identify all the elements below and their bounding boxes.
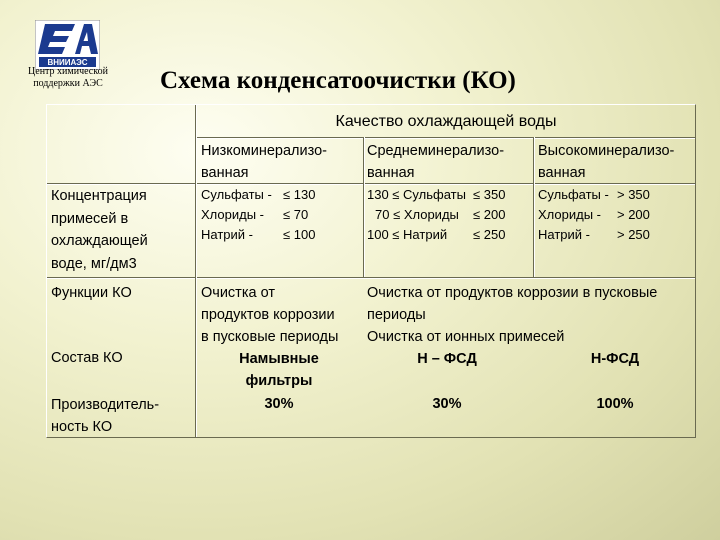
column-header-high	[538, 140, 674, 184]
medium-sodium-value: ≤ 250	[473, 227, 506, 242]
column-header-low	[201, 140, 327, 184]
high-sodium-label: Натрий -	[538, 227, 590, 242]
productivity-low: 30%	[264, 396, 294, 412]
medium-chlorides-label: 70 ≤ Хлориды	[375, 207, 459, 222]
column-header-high-line2: ванная	[538, 165, 586, 181]
column-header-high-line1: Высокоминерализо-	[538, 143, 675, 159]
low-sodium-label: Натрий -	[201, 227, 253, 242]
functions-low-line3: в пусковые периоды	[201, 329, 339, 345]
medium-sodium-label: 100 ≤ Натрий	[367, 227, 448, 242]
high-chlorides-value: > 200	[617, 207, 650, 222]
rule-under-quality-header	[195, 137, 695, 139]
composition-medium: Н – ФСД	[417, 351, 477, 367]
row-label-concentration-line4: воде, мг/дм3	[51, 255, 137, 272]
low-chlorides-label: Хлориды -	[201, 207, 264, 222]
high-sulfates-label: Сульфаты -	[538, 187, 609, 202]
row-label-productivity-line2: ность КО	[51, 419, 113, 435]
org-line-1: Центр химической	[28, 66, 108, 77]
page-title: Схема конденсатоочистки (КО)	[160, 67, 516, 94]
row-label-productivity-line1: Производитель-	[51, 397, 160, 413]
high-sulfates-value: > 350	[617, 187, 650, 202]
functions-mh-line1: Очистка от продуктов коррозии в пусковые	[367, 285, 658, 301]
row-label-concentration-line3: охлаждающей	[51, 233, 148, 249]
low-sulfates-value: ≤ 130	[283, 187, 316, 202]
row-label-concentration	[51, 185, 148, 275]
row-label-functions: Функции КО	[51, 285, 132, 301]
vniiaes-logo	[35, 20, 100, 70]
productivity-high: 100%	[596, 396, 634, 412]
column-header-medium	[367, 140, 504, 184]
medium-sulfates-value: ≤ 350	[473, 187, 506, 202]
functions-low-line2: продуктов коррозии	[201, 307, 335, 323]
column-header-low-line2: ванная	[201, 165, 249, 181]
organization-caption	[15, 66, 121, 90]
productivity-medium: 30%	[432, 396, 462, 412]
low-sodium-value: ≤ 100	[283, 227, 316, 242]
composition-low	[199, 348, 359, 392]
high-sodium-value: > 250	[617, 227, 650, 242]
low-chlorides-value: ≤ 70	[283, 207, 309, 222]
rule-label-column	[195, 105, 197, 437]
functions-low-line1: Очистка от	[201, 285, 275, 301]
quality-header: Качество охлаждающей воды	[335, 113, 557, 130]
composition-low-line1: Намывные	[239, 351, 319, 367]
row-label-composition: Состав КО	[51, 350, 123, 366]
rule-under-concentration-row	[47, 277, 695, 279]
composition-high: Н-ФСД	[590, 351, 640, 367]
column-header-medium-line1: Среднеминерализо-	[367, 143, 505, 159]
row-label-concentration-line1: Концентрация	[51, 188, 147, 204]
medium-chlorides-value: ≤ 200	[473, 207, 506, 222]
rule-low-medium	[363, 137, 365, 277]
rule-medium-high	[533, 137, 535, 277]
condensate-treatment-table	[46, 104, 696, 438]
functions-mh-line2: периоды	[367, 307, 426, 323]
high-chlorides-label: Хлориды -	[538, 207, 601, 222]
functions-medium-high	[367, 282, 657, 348]
medium-sulfates-label: 130 ≤ Сульфаты	[367, 187, 466, 202]
row-label-concentration-line2: примесей в	[51, 210, 129, 227]
org-line-2: поддержки АЭС	[33, 78, 103, 89]
column-header-medium-line2: ванная	[367, 165, 415, 181]
functions-low	[201, 282, 338, 348]
low-sulfates-label: Сульфаты -	[201, 187, 272, 202]
row-label-productivity	[51, 394, 159, 438]
functions-mh-line3: Очистка от ионных примесей	[367, 329, 565, 345]
logo-text: ВНИИАЭС	[47, 58, 88, 67]
column-header-low-line1: Низкоминерализо-	[201, 143, 327, 159]
composition-low-line2: фильтры	[245, 373, 313, 389]
